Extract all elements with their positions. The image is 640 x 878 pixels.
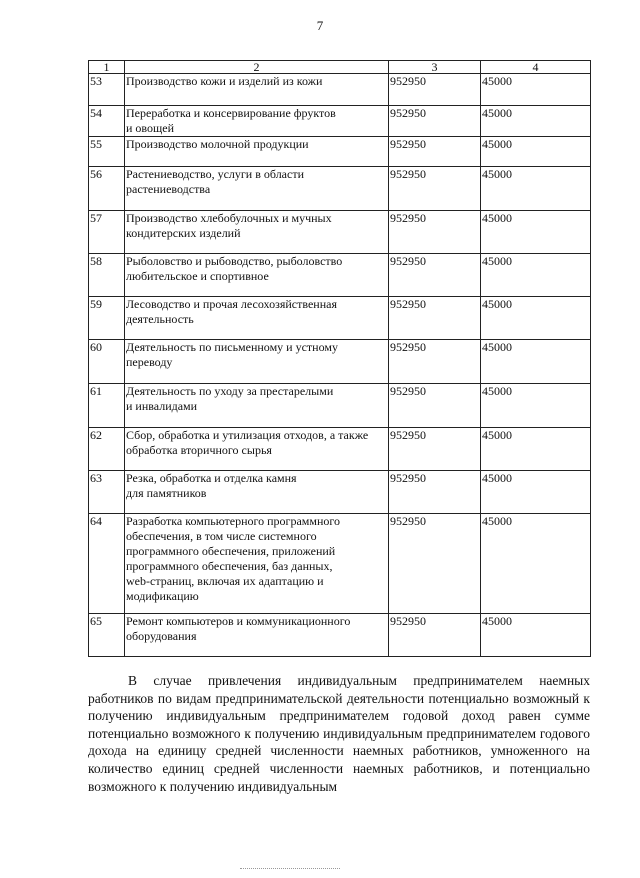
value-col-3: 952950 [389, 514, 481, 614]
value-col-4: 45000 [481, 167, 591, 211]
value-col-4: 45000 [481, 106, 591, 137]
value-col-3: 952950 [389, 167, 481, 211]
page-number: 7 [316, 18, 324, 33]
value-col-4: 45000 [481, 137, 591, 167]
activity-name: Деятельность по письменному и устному переводу [125, 340, 389, 384]
table-row [89, 428, 591, 471]
value-col-3: 952950 [389, 384, 481, 428]
value-col-4: 45000 [481, 297, 591, 340]
value-col-3: 952950 [389, 106, 481, 137]
value-col-3: 952950 [389, 297, 481, 340]
row-number: 60 [89, 340, 125, 384]
value-col-4: 45000 [481, 340, 591, 384]
row-number: 57 [89, 211, 125, 254]
activity-name: Переработка и консервирование фруктов и овощей [125, 106, 389, 137]
row-number: 55 [89, 137, 125, 167]
value-col-3: 952950 [389, 614, 481, 657]
value-col-3: 952950 [389, 340, 481, 384]
value-col-3: 952950 [389, 211, 481, 254]
activity-name: Разработка компьютерного программного обеспечения, в том числе системного программного обеспечения, приложений программного обеспечения, баз данных, web-страниц, включая их адаптацию и модификацию [125, 514, 389, 614]
header-col-3: 3 [389, 61, 481, 74]
value-col-4: 45000 [481, 384, 591, 428]
value-col-3: 952950 [389, 428, 481, 471]
activity-name: Сбор, обработка и утилизация отходов, а также обработка вторичного сырья [125, 428, 389, 471]
value-col-4: 45000 [481, 614, 591, 657]
activity-name: Растениеводство, услуги в области растениеводства [125, 167, 389, 211]
activity-name: Деятельность по уходу за престарелыми и инвалидами [125, 384, 389, 428]
activity-name: Ремонт компьютеров и коммуникационного оборудования [125, 614, 389, 657]
row-number: 53 [89, 74, 125, 106]
body-paragraph: В случае привлечения индивидуальным предпринимателем наемных работников по видам предпринимательской деятельности потенциально возможный к получению индивидуальным предпринимателем годовой доход равен сумме потенциально возможного к получению индивидуальным предпринимателем годового дохода на единицу средней численности наемных работников, умноженного на количество единиц средней численности наемных работников, и потенциально возможного к получению индивидуальным [88, 673, 590, 794]
row-number: 58 [89, 254, 125, 297]
row-number: 59 [89, 297, 125, 340]
table-row [89, 614, 591, 657]
activity-name: Резка, обработка и отделка камня для памятников [125, 471, 389, 514]
table-row [89, 384, 591, 428]
value-col-3: 952950 [389, 74, 481, 106]
value-col-4: 45000 [481, 254, 591, 297]
row-number: 62 [89, 428, 125, 471]
table-row [89, 167, 591, 211]
activity-name: Производство кожи и изделий из кожи [125, 74, 389, 106]
table-row [89, 514, 591, 614]
value-col-4: 45000 [481, 428, 591, 471]
table-row [89, 297, 591, 340]
value-col-4: 45000 [481, 471, 591, 514]
table-row [89, 137, 591, 167]
row-number: 56 [89, 167, 125, 211]
row-number: 63 [89, 471, 125, 514]
header-col-1: 1 [89, 61, 125, 74]
table-row [89, 254, 591, 297]
table-row [89, 471, 591, 514]
row-number: 65 [89, 614, 125, 657]
table-row [89, 74, 591, 106]
value-col-4: 45000 [481, 514, 591, 614]
activity-name: Производство хлебобулочных и мучных кондитерских изделий [125, 211, 389, 254]
header-col-4: 4 [481, 61, 591, 74]
page-edge-mark [240, 868, 340, 871]
table-row [89, 340, 591, 384]
row-number: 54 [89, 106, 125, 137]
row-number: 61 [89, 384, 125, 428]
row-number: 64 [89, 514, 125, 614]
activity-table [88, 60, 591, 657]
activity-name: Лесоводство и прочая лесохозяйственная деятельность [125, 297, 389, 340]
activity-name: Производство молочной продукции [125, 137, 389, 167]
value-col-3: 952950 [389, 254, 481, 297]
value-col-4: 45000 [481, 74, 591, 106]
table-row [89, 106, 591, 137]
header-col-2: 2 [125, 61, 389, 74]
value-col-3: 952950 [389, 137, 481, 167]
table-row [89, 211, 591, 254]
activity-name: Рыболовство и рыбоводство, рыболовство любительское и спортивное [125, 254, 389, 297]
value-col-4: 45000 [481, 211, 591, 254]
table-header-row [89, 61, 591, 74]
value-col-3: 952950 [389, 471, 481, 514]
